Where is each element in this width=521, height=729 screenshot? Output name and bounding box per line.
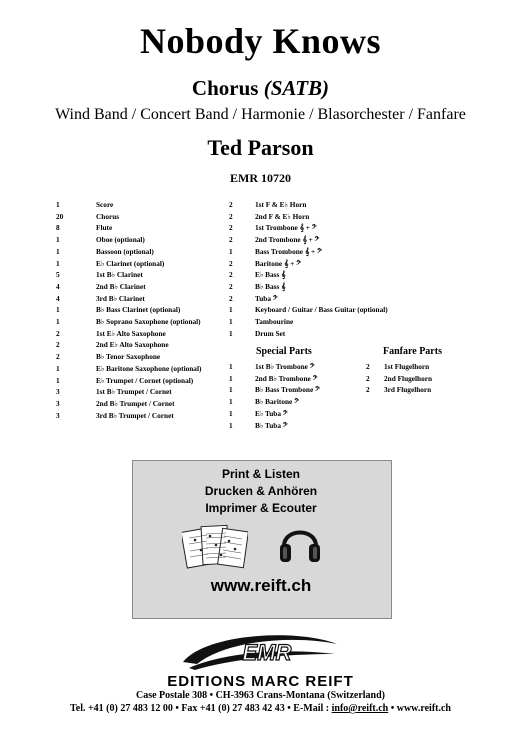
part-name: 1st B♭ Trumpet / Cornet <box>96 387 172 397</box>
part-name: Bassoon (optional) <box>96 246 154 256</box>
part-quantity: 1 <box>56 363 60 373</box>
part-row <box>229 420 320 432</box>
part-quantity: 1 <box>229 317 233 327</box>
subtitle-voicing: (SATB) <box>263 76 330 100</box>
part-quantity: 1 <box>56 375 60 385</box>
part-row <box>56 258 201 270</box>
part-row <box>366 373 432 385</box>
part-row <box>229 199 388 211</box>
part-quantity: 5 <box>56 270 60 280</box>
part-name: Baritone 𝄞 + 𝄢 <box>255 258 301 268</box>
part-quantity: 3 <box>56 398 60 408</box>
part-quantity: 1 <box>229 362 233 371</box>
part-row <box>229 373 320 385</box>
part-name: 2nd Flugelhorn <box>384 373 433 383</box>
part-row <box>56 410 201 422</box>
part-name: 1st B♭ Clarinet <box>96 270 143 280</box>
part-name: 3rd Flugelhorn <box>384 385 432 395</box>
part-name: 1st Trombone 𝄞 + 𝄢 <box>255 223 317 233</box>
part-row <box>56 304 201 316</box>
catalog-number: EMR 10720 <box>230 171 291 185</box>
part-quantity: 2 <box>366 373 370 383</box>
part-row <box>229 211 388 223</box>
part-quantity: 1 <box>229 328 233 338</box>
part-name: 1st B♭ Trombone 𝄢 <box>255 362 315 371</box>
part-quantity: 1 <box>229 385 233 395</box>
part-quantity: 8 <box>56 223 60 233</box>
part-quantity: 1 <box>56 246 60 256</box>
part-row <box>229 246 388 258</box>
part-quantity: 1 <box>229 408 233 418</box>
part-quantity: 2 <box>56 328 60 338</box>
part-name: Tambourine <box>255 317 294 327</box>
promo-line-fr: Imprimer & Ecouter <box>205 501 317 515</box>
part-quantity: 2 <box>229 211 233 221</box>
part-quantity: 2 <box>229 258 233 268</box>
part-name: B♭ Tenor Saxophone <box>96 352 161 362</box>
part-quantity: 1 <box>229 420 233 430</box>
part-name: Tuba 𝄢 <box>255 293 278 303</box>
part-row <box>56 398 201 410</box>
part-name: Flute <box>96 223 113 233</box>
subtitle-text: Chorus <box>191 76 264 100</box>
emr-logo <box>175 630 345 679</box>
part-row <box>366 384 432 396</box>
part-row <box>56 328 201 340</box>
part-row <box>229 258 388 270</box>
part-name: B♭ Bass 𝄞 <box>255 281 286 291</box>
part-name: Keyboard / Guitar / Bass Guitar (optional) <box>255 305 388 315</box>
part-name: 2nd F & E♭ Horn <box>255 211 310 221</box>
part-quantity: 2 <box>56 340 60 350</box>
part-quantity: 1 <box>229 373 233 383</box>
part-row <box>56 222 201 234</box>
part-quantity: 1 <box>56 258 60 268</box>
part-name: 2nd E♭ Alto Saxophone <box>96 340 169 350</box>
part-name: E♭ Trumpet / Cornet (optional) <box>96 375 194 385</box>
part-quantity: 2 <box>366 385 370 395</box>
part-row <box>56 234 201 246</box>
part-row <box>229 396 320 408</box>
parts-list-left <box>56 199 201 421</box>
special-parts-list <box>229 361 320 431</box>
fanfare-parts-heading: Fanfare Parts <box>383 346 442 357</box>
part-name: 3rd B♭ Trumpet / Cornet <box>96 410 174 420</box>
part-name: B♭ Bass Trombone 𝄢 <box>255 385 320 395</box>
subtitle <box>0 76 521 101</box>
part-name: Score <box>96 200 114 209</box>
part-row <box>56 269 201 281</box>
part-row <box>229 316 388 328</box>
part-row <box>56 351 201 363</box>
email-link[interactable]: info@reift.ch <box>331 703 389 714</box>
band-types: Wind Band / Concert Band / Harmonie / Blasorchester / Fanfare <box>55 106 466 123</box>
parts-list-right <box>229 199 388 339</box>
part-row <box>366 361 432 373</box>
part-name: B♭ Baritone 𝄢 <box>255 397 299 407</box>
part-quantity: 1 <box>229 397 233 407</box>
part-name: 2nd B♭ Trombone 𝄢 <box>255 373 318 383</box>
part-row <box>56 363 201 375</box>
special-parts-heading: Special Parts <box>256 346 312 357</box>
part-row <box>229 234 388 246</box>
part-quantity: 3 <box>56 410 60 420</box>
part-name: 2nd Trombone 𝄞 + 𝄢 <box>255 235 320 245</box>
part-row <box>56 199 201 211</box>
part-name: 2nd B♭ Trumpet / Cornet <box>96 398 175 408</box>
part-name: B♭ Soprano Saxophone (optional) <box>96 317 201 327</box>
fanfare-parts-list <box>366 361 432 396</box>
publisher-name: EDITIONS MARC REIFT <box>167 673 354 690</box>
website-link[interactable]: www.reift.ch <box>210 576 312 595</box>
headphones-icon <box>278 518 322 571</box>
part-row <box>56 246 201 258</box>
part-row <box>229 361 320 373</box>
part-name: E♭ Bass 𝄞 <box>255 270 286 280</box>
part-name: 1st F & E♭ Horn <box>255 200 307 209</box>
part-quantity: 1 <box>229 246 233 256</box>
part-quantity: 2 <box>229 235 233 245</box>
part-quantity: 2 <box>366 362 370 371</box>
part-name: E♭ Baritone Saxophone (optional) <box>96 363 202 373</box>
part-quantity: 1 <box>229 305 233 315</box>
part-name: E♭ Tuba 𝄢 <box>255 408 288 418</box>
part-quantity: 1 <box>56 305 60 315</box>
composer-name: Ted Parson <box>207 135 314 160</box>
part-row <box>56 211 201 223</box>
part-quantity: 2 <box>229 293 233 303</box>
part-row <box>56 281 201 293</box>
part-row <box>56 316 201 328</box>
emr-logo-text: EMR <box>242 640 292 665</box>
part-quantity: 2 <box>229 223 233 233</box>
part-row <box>229 293 388 305</box>
part-name: E♭ Clarinet (optional) <box>96 258 165 268</box>
part-name: B♭ Tuba 𝄢 <box>255 420 288 430</box>
part-row <box>56 375 201 387</box>
part-name: 1st Flugelhorn <box>384 362 430 371</box>
part-name: Bass Trombone 𝄞 + 𝄢 <box>255 246 322 256</box>
part-name: Chorus <box>96 211 120 221</box>
part-name: 2nd B♭ Clarinet <box>96 281 146 291</box>
part-row <box>229 222 388 234</box>
part-row <box>229 328 388 340</box>
part-row <box>229 281 388 293</box>
promo-line-en: Print & Listen <box>221 467 300 481</box>
part-quantity: 3 <box>56 387 60 397</box>
print-listen-text <box>132 466 390 517</box>
publisher-address: Case Postale 308 • CH-3963 Crans-Montana (Switzerland) <box>135 690 386 701</box>
part-row <box>56 386 201 398</box>
part-quantity: 2 <box>229 270 233 280</box>
part-name: Oboe (optional) <box>96 235 145 245</box>
part-quantity: 1 <box>56 200 60 209</box>
promo-line-de: Drucken & Anhören <box>204 484 318 498</box>
publisher-contact <box>0 703 521 714</box>
part-quantity: 4 <box>56 281 60 291</box>
part-row <box>229 408 320 420</box>
part-name: B♭ Bass Clarinet (optional) <box>96 305 181 315</box>
contact-phone-fax: Tel. +41 (0) 27 483 12 00 • Fax +41 (0) 27 483 42 43 • E-Mail : <box>70 703 332 714</box>
part-quantity: 2 <box>229 281 233 291</box>
part-row <box>56 293 201 305</box>
part-quantity: 2 <box>56 352 60 362</box>
part-row <box>56 339 201 351</box>
contact-website: • www.reift.ch <box>388 703 451 714</box>
part-quantity: 4 <box>56 293 60 303</box>
part-quantity: 1 <box>56 235 60 245</box>
part-row <box>229 304 388 316</box>
part-quantity: 20 <box>56 211 64 221</box>
sheet-music-icon <box>182 520 248 575</box>
part-name: 3rd B♭ Clarinet <box>96 293 145 303</box>
part-row <box>229 384 320 396</box>
part-name: Drum Set <box>255 328 286 338</box>
part-name: 1st E♭ Alto Saxophone <box>96 328 166 338</box>
part-row <box>229 269 388 281</box>
part-quantity: 2 <box>229 200 233 209</box>
part-quantity: 1 <box>56 317 60 327</box>
page-title: Nobody Knows <box>139 21 382 61</box>
